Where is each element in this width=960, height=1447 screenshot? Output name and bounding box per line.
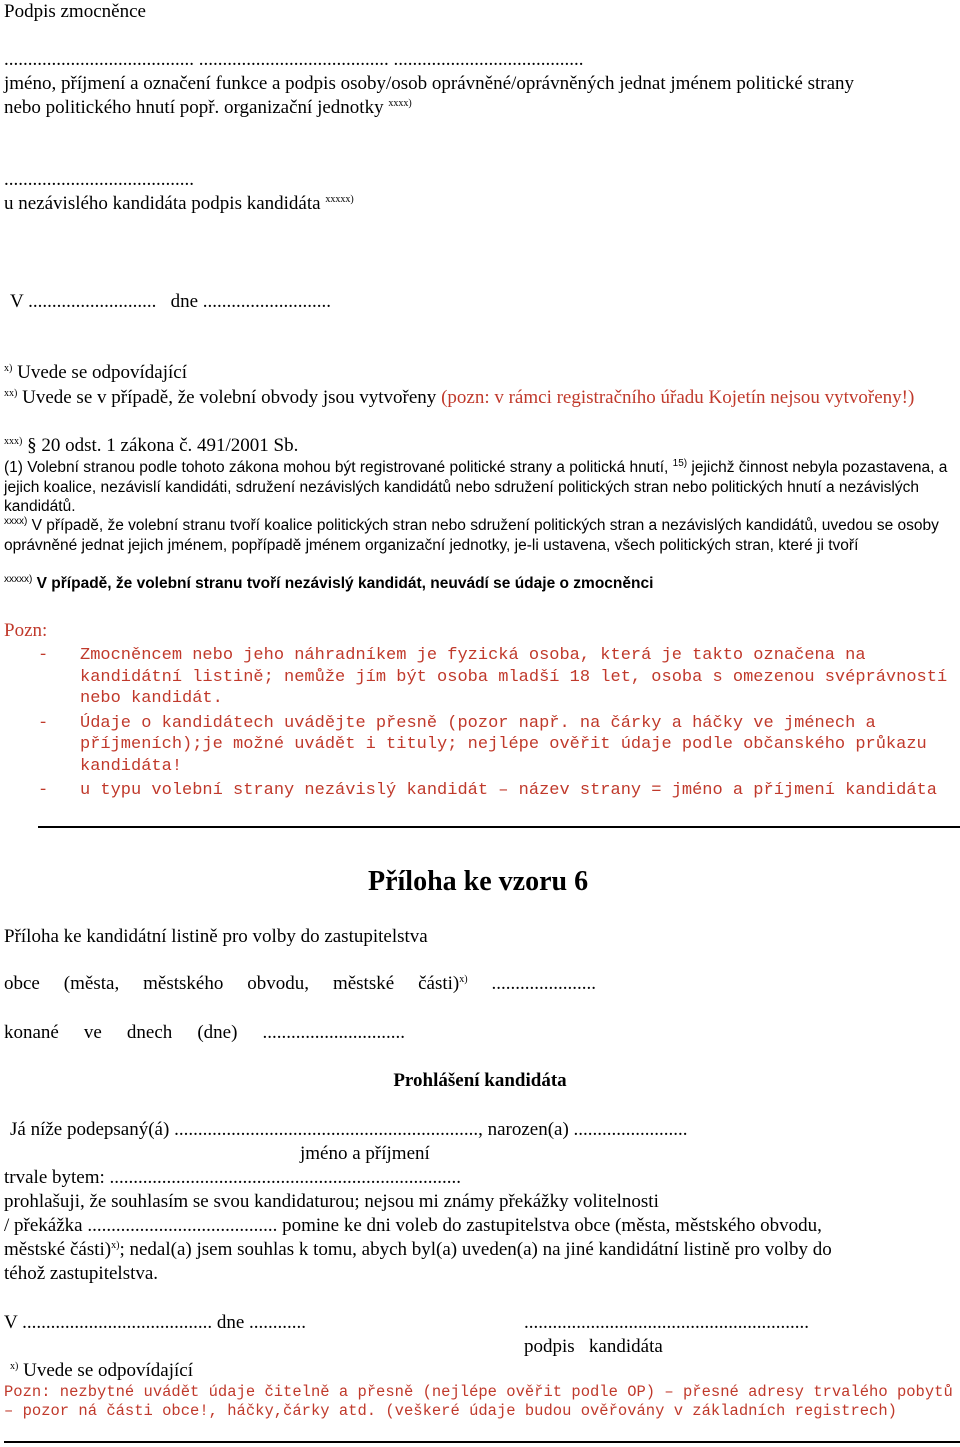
pozn-item-text: Údaje o kandidátech uvádějte přesně (pozor např. na čárky a háčky ve jménech a příjmeních);je možné uvádět i tituly; nejlépe ověřit údaje podle občanského průkazu kandidáta! [80,713,927,776]
note-2-sup: xx) [4,388,18,399]
konane-word: ve [83,1022,102,1043]
note-3-sup: xxx) [4,436,23,447]
pozn-item-text: u typu volební strany nezávislý kandidát – název strany = jméno a příjmení kandidáta [80,781,937,800]
obce-line [4,972,596,996]
konane-word: konané [4,1022,59,1043]
declaration-title: Prohlášení kandidáta [393,1070,567,1091]
indep-caption-sup: xxxxx) [325,194,354,205]
indep-caption [4,192,956,216]
sig-caption-line1: jméno, příjmení a označení funkce a podpis osoby/osob oprávněné/oprávněných jednat jménem politické strany [4,73,854,94]
sig-caption-sup: xxxx) [388,98,412,109]
mestske-b: ; nedal(a) jsem souhlas k tomu, abych byl(a) uveden(a) na jiné kandidátní listině pro volby do [119,1239,832,1260]
note-2-text: Uvede se v případě, že volební obvody jsou vytvořeny [22,387,437,408]
law-quote-b: jejichž činnost nebyla pozastavena, a jejich koalice, nezávislí kandidáti, sdružení nezávislých kandidátů nebo sdružení politických stran nebo politických hnutí a nezávislých kandidátů. [4,459,948,515]
indep-dots: ........................................ [4,169,194,190]
law-quote-a: (1) Volební stranou podle tohoto zákona mohou být registrované politické strany a politická hnutí, [4,459,669,476]
annex-footnote-sup: x) [10,1361,19,1372]
tehoz-line: téhož zastupitelstva. [4,1263,159,1284]
ja-line: Já níže podepsaný(á) ................................................................, narozen(a) ........................ [10,1119,688,1140]
konane-line [4,1021,405,1045]
pozn-item [38,780,956,802]
pozn-item [38,645,956,710]
prohlasuji-line: prohlašuji, že souhlasím se svou kandidaturou; nejsou mi známy překážky volitelnosti [4,1191,659,1212]
note-2-red: (pozn: v rámci registračního úřadu Kojetín nejsou vytvořeny!) [441,387,915,408]
pozn-label: Pozn: [4,620,48,641]
note-5 [4,574,956,594]
annex-line1: Příloha ke kandidátní listině pro volby do zastupitelstva [4,926,428,947]
note-4 [4,516,956,555]
obce-word: obvodu, [247,973,310,994]
annex-footnote-text: Uvede se odpovídající [23,1360,193,1381]
note-4-text: V případě, že volební stranu tvoří koalice politických stran nebo sdružení politických stran a nezávislých kandidátů, uvedou se osoby oprávněné jednat jejich jménem, popřípadě jménem organizační jednotky, je-li ustavena, všech politických stran, které ji tvoří [4,517,939,554]
pozn-dash: - [38,646,49,665]
konane-dots: .............................. [262,1022,405,1043]
note-1-text: Uvede se odpovídající [17,362,187,383]
pozn-list [38,645,956,802]
obce-sup: x) [459,974,468,985]
prekazka-line: / překážka ........................................ pomine ke dni voleb do zastupitelstva obce (města, městského obvodu, [4,1215,822,1236]
obce-dots: ...................... [491,973,596,994]
note-3-text: § 20 odst. 1 zákona č. 491/2001 Sb. [27,435,299,456]
konane-word: (dne) [197,1022,238,1043]
trvale-line: trvale bytem: .......................................................................... [4,1167,462,1188]
bottom-divider [4,1441,960,1443]
law-quote-sup: 15) [672,458,688,469]
note-2 [4,386,956,410]
note-1 [4,361,956,385]
obce-word: městské [332,973,395,994]
mestske-sup: x) [111,1240,120,1251]
ja-caption: jméno a příjmení [300,1143,430,1164]
pozn-item-text: Zmocněncem nebo jeho náhradníkem je fyzická osoba, která je takto označena na kandidátní listině; nemůže jím být osoba mladší 18 let, osoba s omezenou svéprávností nebo kandidát. [80,646,948,708]
note-5-sup: xxxxx) [4,574,33,585]
obce-word-last [418,972,468,996]
section-divider [38,826,960,828]
note-4-sup: xxxx) [4,516,28,527]
annex-footnote [10,1359,956,1383]
pozn-dash: - [38,781,49,800]
law-quote [4,458,956,517]
note-3 [4,434,956,458]
obce-word: části) [418,973,460,994]
obce-word: (města, [63,973,120,994]
mestske-a: městské části) [4,1239,112,1260]
sig-header: Podpis zmocněnce [4,1,146,22]
sign-dots: ............................................................ [524,1312,809,1333]
indep-caption-text: u nezávislého kandidáta podpis kandidáta [4,193,321,214]
place-date-line: V ........................... dne ........................... [10,291,332,312]
pozn-dash: - [38,713,49,733]
note-5-text: V případě, že volební stranu tvoří nezávislý kandidát, neuvádí se údaje o zmocněnci [36,575,654,592]
obce-word: městského [143,973,224,994]
sig-dots: ........................................ ........................................ ........................................ [4,49,584,70]
pozn2-text: Pozn: nezbytné uvádět údaje čitelně a přesně (nejlépe ověřit podle OP) – přesné adresy trvalého pobytů – pozor ná části obce!, háčky,čárky atd. (veškeré údaje budou ověřovány v základních registrech) [4,1383,953,1420]
note-1-sup: x) [4,363,13,374]
sig-caption-line2: nebo politického hnutí popř. organizační jednotky [4,97,384,118]
v-dne-line: V ........................................ dne ............ [4,1312,307,1333]
sign-caption: podpis kandidáta [524,1336,663,1357]
pozn-item [38,713,956,778]
mestske-line [4,1238,956,1262]
annex-title: Příloha ke vzoru 6 [368,866,589,897]
konane-word: dnech [126,1022,173,1043]
sig-caption [4,72,956,120]
obce-word: obce [4,973,40,994]
